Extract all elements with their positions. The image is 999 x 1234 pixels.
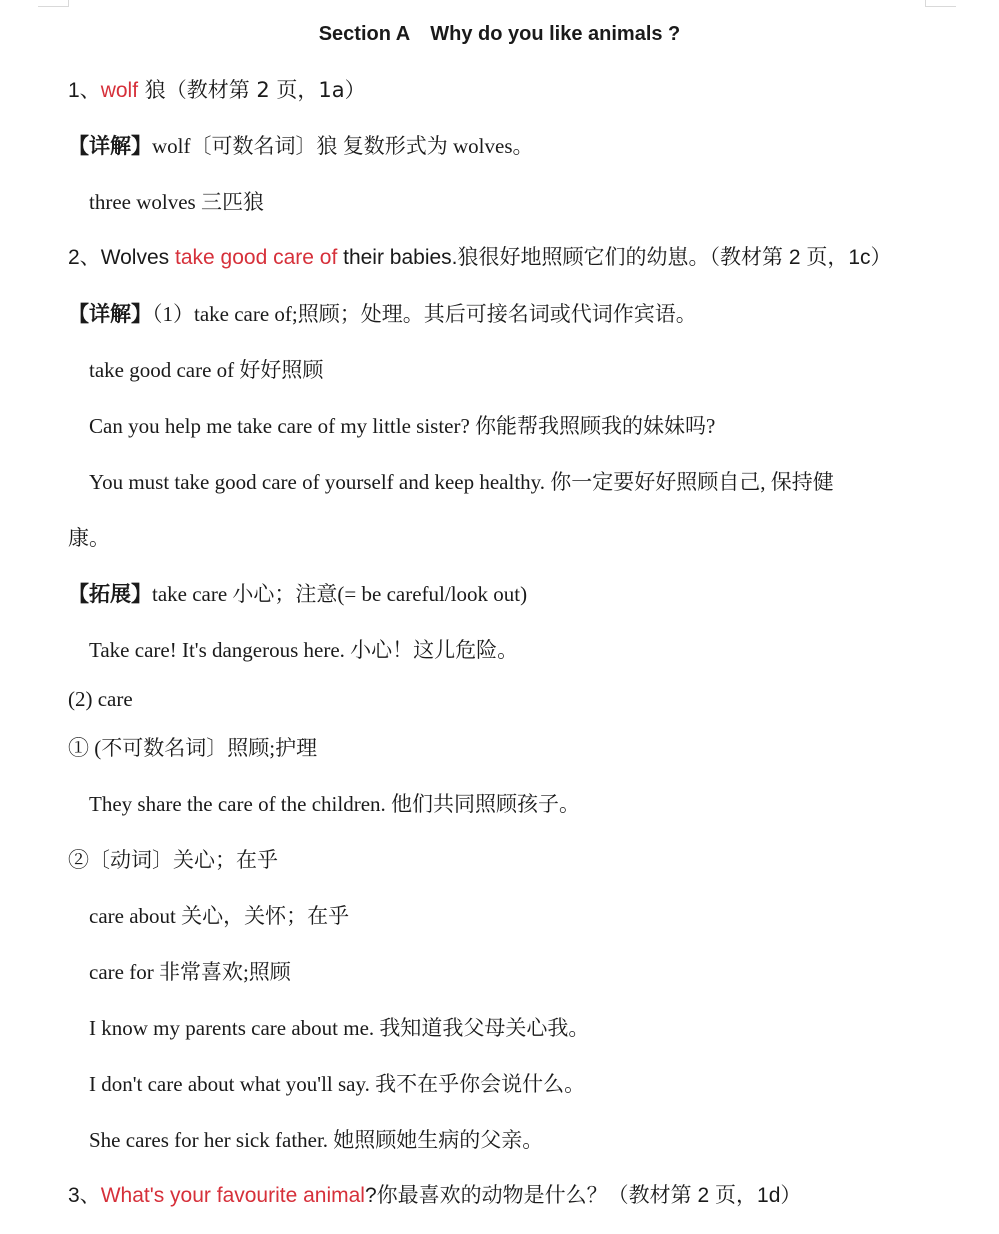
item-1-heading xyxy=(68,76,366,105)
extension-tag: 【拓展】 xyxy=(68,582,152,606)
detail-text: （1）take care of;照顾；处理。其后可接名词或代词作宾语。 xyxy=(152,302,697,326)
detail-text: wolf〔可数名词〕狼 复数形式为 wolves。 xyxy=(152,134,534,158)
example-line: She cares for her sick father. 她照顾她生病的父亲。 xyxy=(89,1128,544,1152)
key-phrase: wolf xyxy=(100,79,139,102)
page-title xyxy=(0,20,999,48)
item-2-extension xyxy=(68,580,527,608)
extension-text: take care 小心；注意(= be careful/look out) xyxy=(152,582,528,606)
key-phrase: What's your favourite animal xyxy=(100,1184,365,1207)
item-3-heading xyxy=(68,1182,801,1210)
section-label: Section A xyxy=(318,23,411,45)
item-note: their babies.狼很好地照顾它们的幼崽。（教材第 2 页，1c） xyxy=(337,246,892,269)
example-line: care about 关心，关怀；在乎 xyxy=(89,904,350,928)
example-line: three wolves 三匹狼 xyxy=(89,190,264,214)
example-line: Can you help me take care of my little sister? 你能帮我照顾我的妹妹吗? xyxy=(89,414,716,438)
item-number: 1、 xyxy=(68,79,101,102)
example-line: care for 非常喜欢;照顾 xyxy=(89,960,291,984)
item-2-detail xyxy=(68,300,697,328)
key-phrase: take good care of xyxy=(175,246,338,269)
page-corner-mark xyxy=(38,0,69,7)
example-line: They share the care of the children. 他们共同照顾孩子。 xyxy=(89,792,581,816)
item-note: ?你最喜欢的动物是什么？（教材第 2 页，1d） xyxy=(364,1184,802,1207)
subsection-heading: (2) care xyxy=(68,687,133,711)
item-1-detail xyxy=(68,132,534,160)
example-line: You must take good care of yourself and keep healthy. 你一定要好好照顾自己, 保持健 xyxy=(89,470,834,494)
detail-tag: 【详解】 xyxy=(68,302,152,326)
item-number: 3、 xyxy=(68,1184,101,1207)
definition-line: ②〔动词〕关心；在乎 xyxy=(68,848,278,872)
sentence-start: Wolves xyxy=(100,246,175,269)
example-line: I don't care about what you'll say. 我不在乎你会说什么。 xyxy=(89,1072,586,1096)
page-corner-mark xyxy=(925,0,956,7)
example-line: I know my parents care about me. 我知道我父母关心我。 xyxy=(89,1016,590,1040)
item-note: 狼（教材第 2 页，1a） xyxy=(138,78,366,102)
definition-line: ① (不可数名词〕照顾;护理 xyxy=(68,736,318,760)
item-number: 2、 xyxy=(68,246,101,269)
example-line-continued: 康。 xyxy=(68,526,110,550)
example-line: Take care! It's dangerous here. 小心！这儿危险。 xyxy=(89,638,519,662)
detail-tag: 【详解】 xyxy=(68,134,152,158)
section-question: Why do you like animals ? xyxy=(430,23,681,45)
item-2-heading xyxy=(68,244,892,272)
example-line: take good care of 好好照顾 xyxy=(89,358,324,382)
